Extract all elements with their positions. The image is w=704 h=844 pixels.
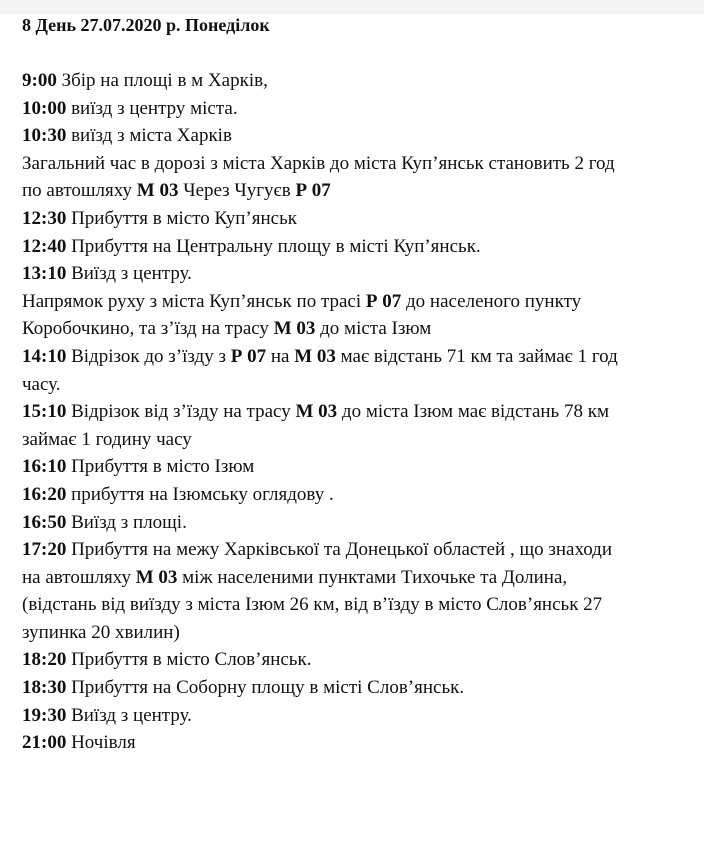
itinerary-line (22, 343, 704, 371)
text-segment: до міста Ізюм має відстань 78 км (337, 401, 609, 423)
bold-segment: 12:30 (22, 207, 67, 229)
itinerary-line (22, 260, 704, 288)
text-segment: Відрізок до з’їзду з (66, 345, 231, 367)
bold-segment: М 03 (294, 345, 336, 367)
itinerary-line (22, 95, 704, 123)
bold-segment: М 03 (136, 180, 179, 202)
text-segment: між населеними пунктами Тихочьке та Долина, (177, 566, 568, 588)
bold-segment: 15:10 (22, 401, 67, 423)
text-segment: Прибуття в місто Ізюм (66, 456, 255, 478)
bold-segment: 16:50 (22, 511, 67, 533)
text-segment: Збір на площі в м Харків, (56, 70, 268, 91)
itinerary-line (22, 702, 704, 730)
text-segment: Загальний час в дорозі з міста Харків до міста Куп’янськ становить 2 год (22, 152, 615, 174)
bold-segment: 10:30 (22, 125, 67, 147)
text-segment: Прибуття на межу Харківської та Донецької областей , що знаходи (66, 539, 613, 561)
text-segment: займає 1 годину часу (22, 428, 192, 450)
text-segment: по автошляху (22, 180, 137, 202)
bold-segment: 18:30 (22, 677, 67, 699)
bold-segment: Р 07 (365, 290, 402, 312)
bold-segment: 9:00 (22, 70, 57, 91)
text-segment: Виїзд з центру. (66, 263, 192, 285)
text-segment: виїзд з центру міста. (66, 97, 238, 119)
itinerary-line (22, 371, 704, 399)
text-segment: Коробочкино, та з’їзд на трасу (22, 318, 274, 340)
bold-segment: Р 07 (295, 180, 331, 202)
bold-segment: 10:00 (22, 97, 67, 119)
itinerary-line (22, 288, 704, 316)
itinerary-line (22, 67, 704, 95)
text-segment: Прибуття в місто Куп’янськ (66, 207, 297, 229)
page-title: 8 День 27.07.2020 р. Понеділок (22, 15, 270, 35)
itinerary-line (22, 564, 704, 592)
text-segment: часу. (22, 373, 61, 395)
itinerary-line (22, 536, 704, 564)
bold-segment: М 03 (295, 401, 338, 423)
text-segment: прибуття на Ізюмську оглядову . (66, 483, 334, 505)
text-segment: Через Чугуєв (178, 180, 296, 202)
bold-segment: 13:10 (22, 263, 67, 285)
bold-segment: 14:10 (22, 345, 67, 367)
document-page (22, 14, 704, 757)
itinerary-line (22, 426, 704, 454)
itinerary-line (22, 674, 704, 702)
text-segment: до міста Ізюм (315, 318, 432, 340)
text-segment: Прибуття на Центральну площу в місті Куп’янськ. (66, 235, 481, 257)
bold-segment: 12:40 (22, 235, 67, 257)
itinerary-line (22, 509, 704, 537)
itinerary-line (22, 233, 704, 261)
text-segment: Виїзд з центру. (66, 704, 192, 726)
text-segment: виїзд з міста Харків (66, 125, 232, 147)
text-segment: (відстань від виїзду з міста Ізюм 26 км, від в’їзду в місто Слов’янськ 27 (22, 594, 603, 616)
bold-segment: М 03 (135, 566, 178, 588)
itinerary-line (22, 177, 704, 205)
text-segment: Напрямок руху з міста Куп’янськ по трасі (22, 290, 366, 312)
itinerary-line (22, 481, 704, 509)
itinerary-line (22, 398, 704, 426)
itinerary-line (22, 205, 704, 233)
itinerary-lines (22, 67, 704, 757)
itinerary-line (22, 122, 704, 150)
text-segment: зупинка 20 хвилин) (22, 621, 180, 643)
text-segment: Ночівля (66, 732, 136, 754)
itinerary-line (22, 646, 704, 674)
text-segment: Прибуття на Соборну площу в місті Слов’янськ. (66, 677, 465, 699)
itinerary-line (22, 729, 704, 757)
text-segment: має відстань 71 км та займає 1 год (335, 345, 618, 367)
itinerary-line (22, 619, 704, 647)
text-segment: Відрізок від з’їзду на трасу (66, 401, 296, 423)
bold-segment: Р 07 (230, 345, 267, 367)
top-strip (0, 0, 704, 14)
itinerary-line (22, 315, 704, 343)
bold-segment: 21:00 (22, 732, 67, 754)
bold-segment: 16:10 (22, 456, 67, 478)
bold-segment: 17:20 (22, 539, 67, 561)
text-segment: Виїзд з площі. (66, 511, 187, 533)
text-segment: на автошляху (22, 566, 136, 588)
bold-segment: 18:20 (22, 649, 67, 671)
bold-segment: М 03 (273, 318, 316, 340)
text-segment: на (266, 345, 295, 367)
itinerary-line (22, 453, 704, 481)
text-segment: Прибуття в місто Слов’янськ. (66, 649, 312, 671)
bold-segment: 16:20 (22, 483, 67, 505)
text-segment: до населеного пункту (401, 290, 582, 312)
itinerary-line (22, 150, 704, 178)
itinerary-line (22, 591, 704, 619)
bold-segment: 19:30 (22, 704, 67, 726)
